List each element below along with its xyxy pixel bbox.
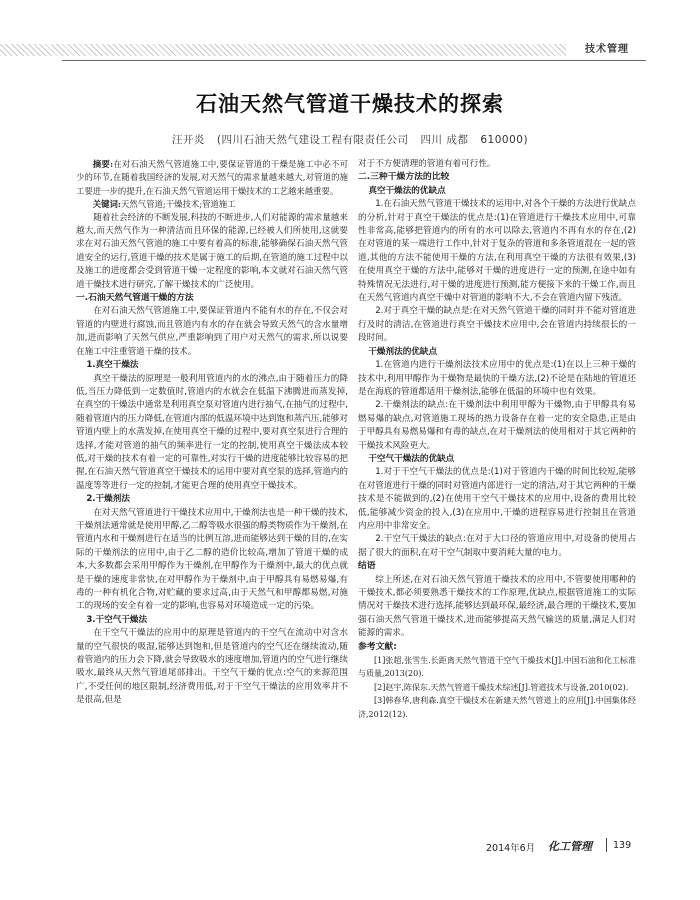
- references-heading: 参考文献:: [358, 641, 397, 652]
- article-title: 石油天然气管道干燥技术的探索: [196, 92, 504, 116]
- continued-paragraph: 对于不方便清理的管道有着可行性。: [358, 159, 496, 169]
- keywords-label: 关键词:: [92, 199, 122, 210]
- conclusion-heading: 结语: [358, 561, 376, 572]
- magazine-name: 化工管理: [548, 840, 592, 853]
- left-column: [76, 158, 348, 708]
- keywords: [76, 198, 348, 211]
- intro-paragraph: 随着社会经济的不断发展,科技的不断进步,人们对能源的需求量越来越大,而天然气作为一种清洁而且环保的能源,已经被人们所使用,这就要求在对石油天然气管道的施工中要有着高的标准,能够确保石油天然气管道安全的运行,管道干燥的技术是属于施工的后期,在管道的施工过程中以及施工的进度都会受到管道干燥一定程度的影响,本文就对石油天然气管道干燥技术进行研究,了解干燥技术的广泛使用。: [76, 212, 348, 290]
- author-place: 四川 成都: [420, 134, 469, 146]
- dry-air-cons-paragraph: 2.干空气干燥法的缺点:在对于大口径的管道应用中,对设备的使用占据了很大的面积,在对干空气制取中要消耗大量的电力。: [358, 534, 636, 558]
- subsection-desiccant-heading: 2.干燥剂法: [86, 494, 130, 505]
- footer-divider: [606, 838, 607, 852]
- subsection-desiccant-paragraph: 在对天然气管道进行干燥技术应用中,干燥剂法也是一种干燥的技术,干燥剂法通常就是使用甲醇,乙二醇等吸水很强的醇类物质作为干燥剂,在管道内水和干燥剂进行在适当的比例互溶,进而能够达到干燥的目的,在实际的干燥剂法的应用中,由于乙二醇的造价比较高,增加了管道干燥的成本,大多数都会采用甲醇作为干燥剂,在甲醇作为干燥剂中,最大的优点就是干燥的速度非常快,在对甲醇作为干燥剂中,由于甲醇具有易燃易爆,有毒的一种有机化合物,对贮藏的要求过高,由于天然气和甲醇都易燃,对施工的现场的安全有着一定的影响,也容易对环境造成一定的污染。: [76, 507, 348, 612]
- page-footer: [0, 838, 700, 858]
- reference-item: [2]赵宇,陈保东.天然气管道干燥技术综述[J].管道技术与设备,2010(02).: [374, 682, 629, 692]
- reference-item: [1]张超,张雪生.长距离天然气管道干空气干燥技术[J].中国石油和化工标准与质量,2013(20).: [358, 656, 636, 679]
- header-rule: [62, 60, 646, 61]
- issue-date: 2014年6月: [486, 843, 536, 854]
- desiccant-pros-cons-heading: 干燥剂法的优缺点: [368, 346, 438, 357]
- conclusion-paragraph: 综上所述,在对石油天然气管道干燥技术的应用中,不管要使用哪种的干燥技术,都必须要熟悉干燥技术的工作原理,优缺点,根据管道施工的实际情况对干燥技术进行选择,能够达到最环保,最经济,最合理的干燥技术,要加强石油天然气管道干燥技术,进而能够提高天然气输送的质量,满足人们对能源的需求。: [358, 574, 636, 639]
- keywords-text: 天然气管道;干燥技术;管道施工: [121, 199, 236, 210]
- desiccant-cons-paragraph: 2.干燥剂法的缺点:在干燥剂法中利用甲醇为干燥物,由于甲醇具有易燃易爆的缺点,对管道施工现场的热力设备存在着一定的安全隐患,正是由于甲醇具有易燃易爆和有毒的缺点,在对干燥剂法的使用相对于其它两种的干燥技术风险更大。: [358, 400, 636, 451]
- desiccant-pros-paragraph: 1.在管道内进行干燥剂法技术应用中的优点是:(1)在以上三种干燥的技术中,利用甲醇作为干燥物是最快的干燥方法,(2)不论是在陆地的管道还是在海底的管道都适用干燥剂法,能够在低温的环境中也有效果。: [358, 360, 636, 397]
- abstract: [76, 158, 348, 198]
- author-name: 汪开炎: [171, 134, 205, 146]
- vacuum-pros-cons-heading: 真空干燥法的优缺点: [368, 185, 446, 196]
- section-tag: 技术管理: [566, 44, 648, 56]
- abstract-text: 在对石油天然气管道施工中,要保证管道的干燥是施工中必不可少的环节,在随着我国经济的发展,对天然气的需求量越来越大,对管道的施工要进一步的提升,在石油天然气管道运用干燥技术的工艺越来越重要。: [76, 159, 348, 196]
- subsection-dry-air-heading: 3.干空气干燥法: [86, 614, 148, 625]
- section-1-paragraph: 在对石油天然气管道施工中,要保证管道内不能有水的存在,不仅会对管道的内壁进行腐蚀,而且管道内有水的存在就会导致天然气的含水量增加,进而影响了天然气供应,严重影响到了用户对天然气的需求,所以说要在施工中注重管道干燥的技术。: [76, 306, 348, 357]
- author-affiliation: (四川石油天然气建设工程有限责任公司: [216, 134, 409, 146]
- right-column: [358, 158, 636, 721]
- vacuum-cons-paragraph: 2.对于真空干燥的缺点是:在对天然气管道干燥的同时并不能对管道进行及时的清洁,在管道进行真空干燥技术应用中,会在管道内持续很长的一段时间。: [358, 306, 636, 344]
- subsection-vacuum-paragraph: 真空干燥法的原理是一般利用管道内的水的沸点,由于随着压力的降低,当压力降低到一定数值时,管道内的水就会在低温下沸腾进而蒸发掉,在真空的干燥法中通常是利用真空泵对管道内进行抽气,在抽气的过程中,随着管道内的压力降低,在管道内部的低温环境中达到饱和蒸汽压,能够对管道内壁上的水蒸发掉,在使用真空干燥的过程中,要对真空泵进行合理的选择,才能对管道的抽气的频率进行一定的控制,使用真空干燥法成本较低,对干燥的技术有着一定的可靠性,对实行干燥的进度能够比较容易的把握,在石油天然气管道真空干燥技术的运用中要对真空泵的选择,管道内的温度等等进行一定的控制,才能更合理的使用真空干燥技术。: [76, 373, 348, 491]
- header-hatch-band: [0, 44, 604, 56]
- dry-air-pros-paragraph: 1.对于干空气干燥法的优点是:(1)对于管道内干燥的时间比较短,能够在对管道进行干燥的同时对管道内部进行一定的清洁,对于其它两种的干燥技术是不能做到的,(2)在使用干空气干燥技术的应用中,设备的费用比较低,能够减少资金的投入,(3)在应用中,干燥的进程容易进行控制且在管道内应用中非常安全。: [358, 467, 636, 531]
- subsection-vacuum-heading: 1.真空干燥法: [86, 360, 139, 371]
- page-number: 139: [613, 840, 632, 851]
- reference-item: [3]韩春华,唐利森.真空干燥技术在新建天然气管道上的应用[J].中国集体经济,2012(12).: [358, 696, 636, 719]
- section-2-heading: 二.三种干燥方法的比较: [358, 172, 450, 183]
- section-1-heading: 一.石油天然气管道干燥的方法: [76, 293, 194, 304]
- subsection-dry-air-paragraph: 在干空气干燥法的应用中的原理是管道内的干空气在流动中对含水量的空气很快的吸湿,能够达到饱和,但是管道内的空气还在继续流动,随着管道内的压力会下降,就会导致吸水的速度增加,管道内的空气进行继续吸水,最终从天然气管道尾部排出。干空气干燥的优点:空气的来源范围广,不受任何的地区限制,经济费用低,对于干空气干燥法的应用效率并不是很高,但是: [76, 628, 348, 706]
- abstract-label: 摘要:: [92, 159, 114, 169]
- author-postcode: 610000): [480, 134, 529, 146]
- dry-air-pros-cons-heading: 干空气干燥法的优缺点: [368, 453, 455, 464]
- author-line: [0, 132, 700, 147]
- vacuum-pros-paragraph: 1.在石油天然气管道干燥技术的运用中,对各个干燥的方法进行优缺点的分析,针对于真空干燥法的优点是:(1)在管道进行干燥技术应用中,可靠性非常高,能够把管道内的所有的水可以除去,管道内不再有水的存在,(2)在对管道的某一端进行工作中,针对于复杂的管道和多条管道混在一起的管道,其他的方法不能使用干燥的方法,在利用真空干燥的方法很有效果,(3)在使用真空干燥的方法中,能够对干燥的进度进行一定的预测,在途中如有特殊情况无法进行,对干燥的进度进行预测,能方便接下来的干燥工作,而且在天然气管道内真空干燥中对管道的影响不大,不会在管道内留下残渣。: [358, 199, 636, 304]
